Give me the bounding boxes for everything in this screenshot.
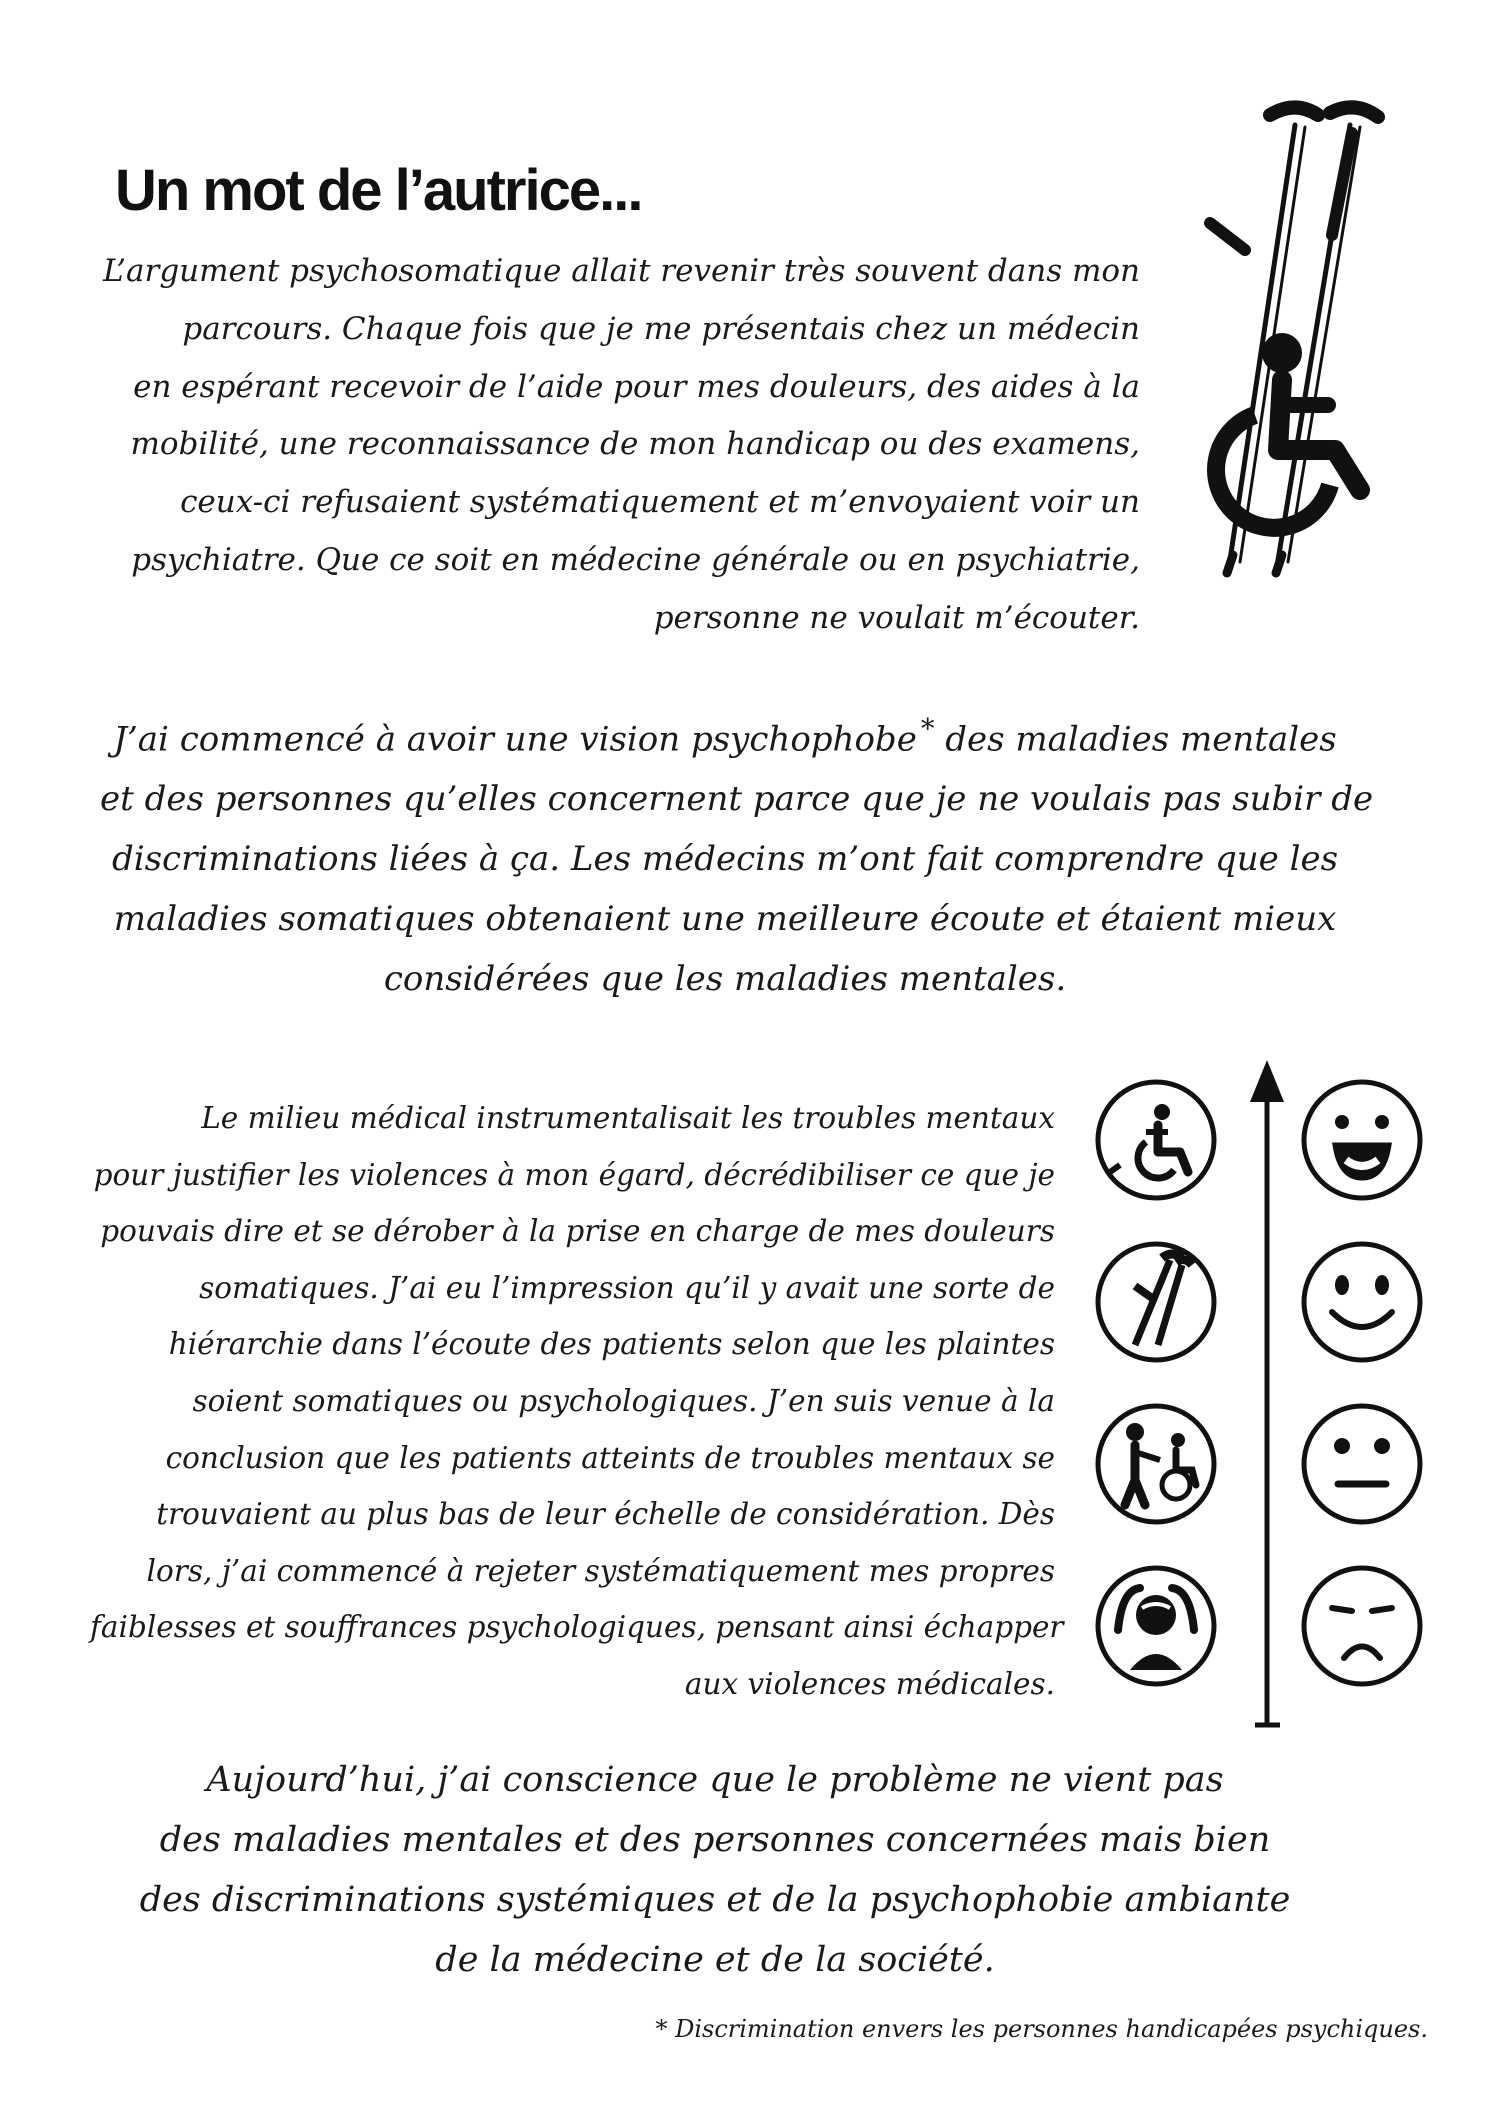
paragraph-line: L’argument psychosomatique allait revenir très souvent dans mon xyxy=(103,253,1140,289)
paragraph-line: en espérant recevoir de l’aide pour mes douleurs, des aides à la xyxy=(133,368,1140,405)
distressed-person-icon xyxy=(1098,1568,1214,1684)
paragraph-line: soient somatiques ou psychologiques. J’en suis venue à la xyxy=(192,1383,1055,1418)
wheelchair-user-icon xyxy=(1098,1082,1214,1198)
footnote xyxy=(655,2015,1428,2043)
paragraph-line: mobilité, une reconnaissance de mon handicap ou des examens, xyxy=(130,426,1140,463)
line-text: J’ai commencé à avoir une vision psychophobe xyxy=(113,719,917,760)
paragraph-line: discriminations liées à ça. Les médecins m’ont fait comprendre que les xyxy=(111,839,1339,880)
paragraph-line: hiérarchie dans l’écoute des patients selon que les plaintes xyxy=(168,1327,1055,1362)
paragraph-line: de la médecine et de la société. xyxy=(435,1940,995,1980)
paragraph-line xyxy=(100,700,1350,769)
hierarchy-scale xyxy=(1100,1060,1440,1730)
paragraph-line: pour justifier les violences à mon égard, décrédibiliser ce que je xyxy=(93,1157,1055,1192)
wheelchair-and-psychiatric-patient-icon xyxy=(1098,1406,1214,1522)
paragraph-line: somatiques. J’ai eu l’impression qu’il y avait une sorte de xyxy=(199,1270,1055,1305)
conclusion-paragraph xyxy=(120,1750,1310,1990)
paragraph-line: ceux-ci refusaient systématiquement et m’envoyaient voir un xyxy=(180,484,1140,521)
paragraph-line: Le milieu médical instrumentalisait les troubles mentaux xyxy=(201,1101,1055,1135)
neutral-face-icon xyxy=(1304,1406,1420,1522)
paragraph-line: psychiatre. Que ce soit en médecine générale ou en psychiatrie, xyxy=(131,541,1140,578)
smiling-face-icon xyxy=(1304,1244,1420,1360)
intro-paragraph xyxy=(100,243,1140,648)
paragraph-line: et des personnes qu’elles concernent parce que je ne voulais pas subir de xyxy=(100,779,1374,820)
footnote-marker: * xyxy=(655,2015,668,2043)
crutches-icon xyxy=(1098,1244,1214,1360)
medical-hierarchy-paragraph xyxy=(90,1090,1064,1713)
paragraph-line: maladies somatiques obtenaient une meilleure écoute et étaient mieux xyxy=(113,899,1337,940)
laughing-face-icon xyxy=(1304,1082,1420,1198)
psychophobia-paragraph xyxy=(100,700,1374,1009)
paragraph-line: Aujourd’hui, j’ai conscience que le problème ne vient pas xyxy=(206,1760,1224,1800)
page-title: Un mot de l’autrice... xyxy=(115,157,642,223)
paragraph-line: faiblesses et souffrances psychologiques, pensant ainsi échapper xyxy=(90,1610,1064,1645)
crutches-and-wheelchair-icon xyxy=(1200,95,1400,575)
paragraph-line: trouvaient au plus bas de leur échelle de considération. Dès xyxy=(156,1497,1055,1532)
paragraph-line: considérées que les maladies mentales. xyxy=(383,959,1067,1000)
paragraph-line: pouvais dire et se dérober à la prise en charge de mes douleurs xyxy=(100,1214,1055,1249)
paragraph-line: aux violences médicales. xyxy=(684,1666,1055,1701)
paragraph-line: des maladies mentales et des personnes concernées mais bien xyxy=(159,1820,1271,1860)
paragraph-line: lors, j’ai commencé à rejeter systématiquement mes propres xyxy=(146,1553,1055,1588)
paragraph-line: des discriminations systémiques et de la psychophobie ambiante xyxy=(139,1880,1291,1920)
footnote-text: Discrimination envers les personnes handicapées psychiques. xyxy=(667,2015,1428,2043)
paragraph-line: parcours. Chaque fois que je me présentais chez un médecin xyxy=(182,310,1140,347)
line-text: des maladies mentales xyxy=(934,719,1337,760)
sad-face-icon xyxy=(1304,1568,1420,1684)
paragraph-line: conclusion que les patients atteints de troubles mentaux se xyxy=(165,1440,1055,1475)
footnote-marker: * xyxy=(920,714,935,745)
paragraph-line: personne ne voulait m’écouter. xyxy=(653,599,1140,636)
hierarchy-arrow xyxy=(1250,1060,1284,1725)
